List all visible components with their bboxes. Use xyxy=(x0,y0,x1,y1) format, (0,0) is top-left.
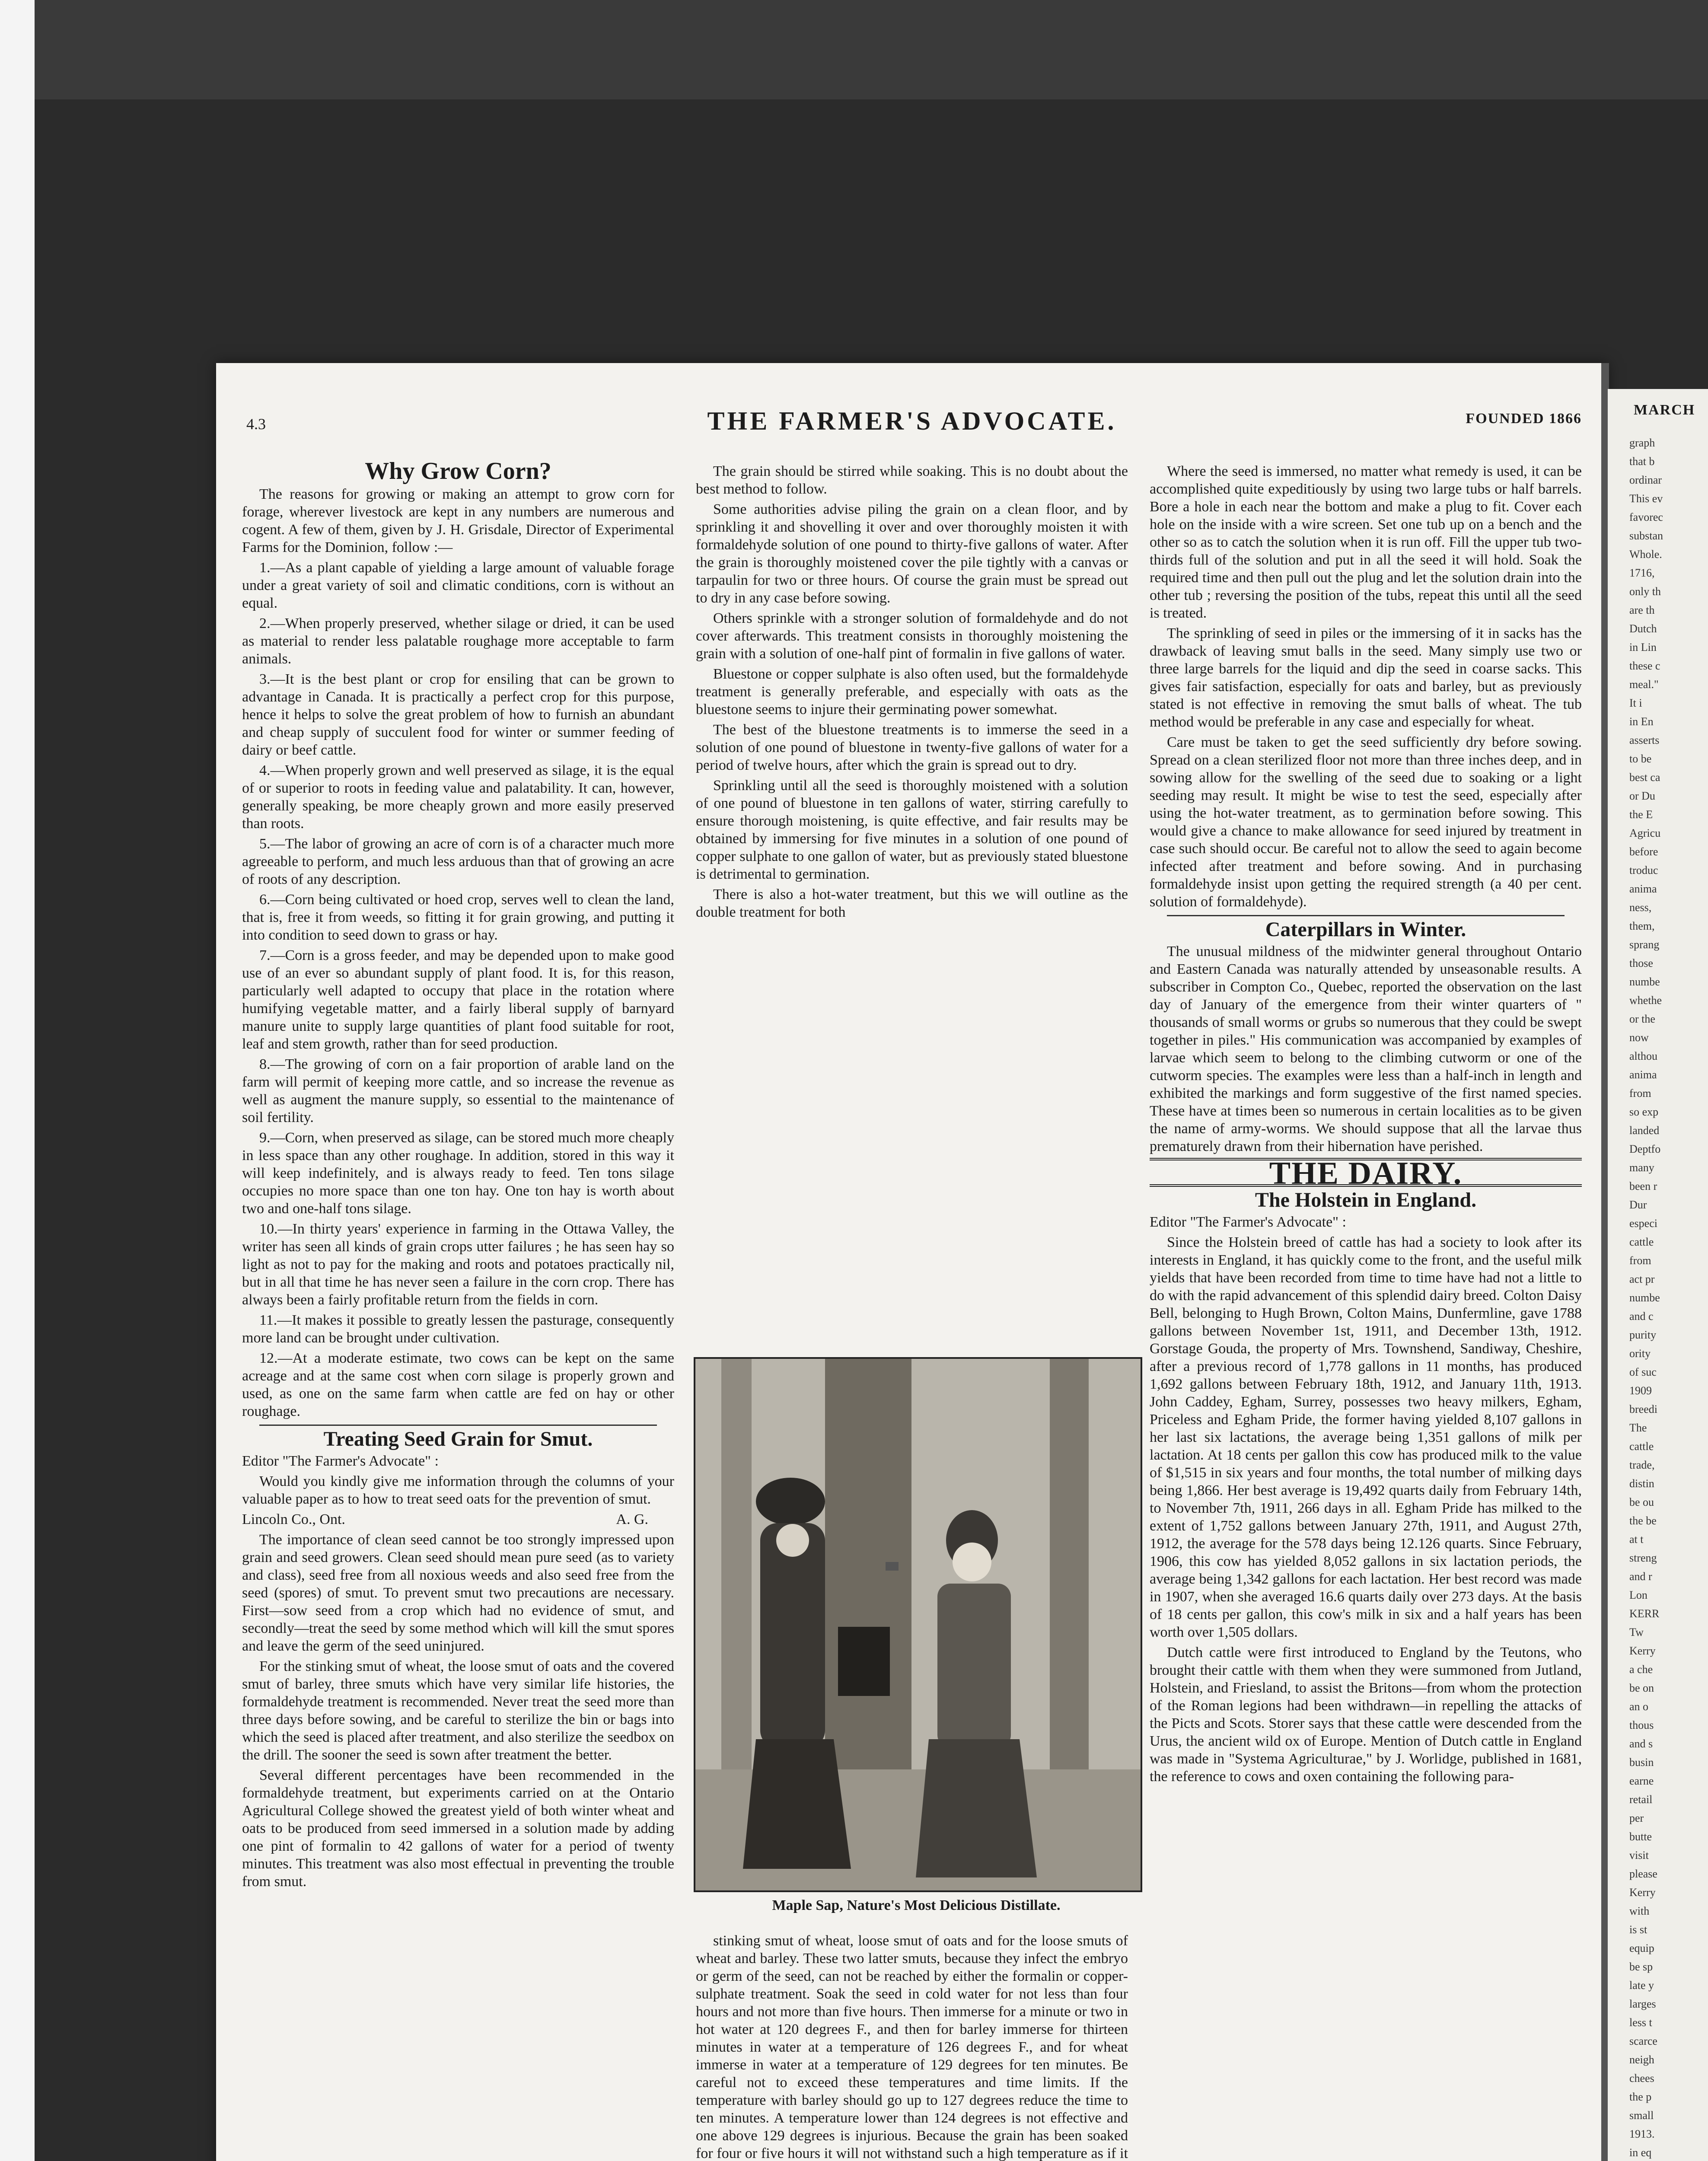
col2-paragraph: Sprinkling until all the seed is thoroughly moistened with a solution of one pound of bluestone in ten gallons of water, stirring carefully to ensure thorough moistening, is quite effective, and fair results may be obtained by immersing for five minutes in a solution of one pound of copper sulphate to one gallon of water, but as previously stated bluestone is detrimental to germination. xyxy=(696,778,1128,882)
adjacent-page-line: especi xyxy=(1629,1217,1657,1230)
adjacent-page-line: in Lin xyxy=(1629,641,1657,653)
adjacent-page-line: these c xyxy=(1629,660,1660,672)
adjacent-page-line: the p xyxy=(1629,2091,1652,2103)
adjacent-page-line: only th xyxy=(1629,585,1661,598)
adjacent-page-line: butte xyxy=(1629,1830,1652,1843)
adjacent-page-line: Kerry xyxy=(1629,1886,1656,1899)
adjacent-page-fragment xyxy=(1608,389,1708,2161)
adjacent-page-line: anima xyxy=(1629,1068,1657,1081)
scan-margin-left xyxy=(0,0,35,2161)
adjacent-page-line: at t xyxy=(1629,1533,1644,1546)
adjacent-page-header: MARCH xyxy=(1634,402,1695,418)
adjacent-page-line: those xyxy=(1629,957,1653,969)
adjacent-page-line: 1716, xyxy=(1629,567,1655,579)
headline-caterpillars: Caterpillars in Winter. xyxy=(1265,918,1466,941)
section-divider xyxy=(259,1425,657,1426)
newspaper-page xyxy=(216,363,1608,2161)
adjacent-page-line: sprang xyxy=(1629,938,1660,951)
smut-paragraph: The importance of clean seed cannot be too strongly impressed upon grain and seed growers. Clean seed should mean pure seed (as to variety and class), seed free from all noxious weeds and also seed free from the seed (spores) of smut. To prevent smut two precautions are necessary. First—sow seed from a crop which had no evidence of smut, and secondly—treat the seed by some method which will kill the smut spores and leave the germ of the seed uninjured. xyxy=(242,1532,674,1654)
scan-background-top xyxy=(0,0,1708,99)
corn-point: 7.—Corn is a gross feeder, and may be depended upon to make good use of an ever so abundant supply of plant food. It is, for this reason, particularly well adapted to occupy that place in the rotation where humifying vegetable matter, and a fairly liberal supply of barnyard manure unite to supply large quantities of plant food suitable for root, leaf and stem growth, rather than for seed production. xyxy=(242,947,674,1052)
column-1 xyxy=(242,458,674,1893)
adjacent-page-line: 1909 xyxy=(1629,1384,1652,1397)
adjacent-page-line: graph xyxy=(1629,437,1655,449)
adjacent-page-line: This ev xyxy=(1629,492,1663,505)
corn-point: 6.—Corn being cultivated or hoed crop, serves well to clean the land, that is, free it from weeds, so fitting it for grain growing, and putting it into condition to seed down to grass or hay. xyxy=(242,892,674,943)
col3-paragraph: Care must be taken to get the seed sufficiently dry before sowing. Spread on a clean sterilized floor not more than three inches deep, and in sowing allow for the swelling of the seed due to soaking or a light seeding may result. It might be wise to test the seed, especially after using the hot-water treatment, as to germination before sowing. This would give a chance to make allowance for seed injured by treatment in case such should occur. Be careful not to allow the seed to again become infected after treatment and before sowing. And in purchasing formaldehyde insist upon getting the required strength (a 40 per cent. solution of formaldehyde). xyxy=(1150,734,1582,910)
adjacent-page-line: a che xyxy=(1629,1663,1653,1676)
adjacent-page-line: chees xyxy=(1629,2072,1654,2085)
adjacent-page-line: favorec xyxy=(1629,511,1663,523)
adjacent-page-line: per xyxy=(1629,1812,1644,1824)
adjacent-page-line: to be xyxy=(1629,752,1652,765)
adjacent-page-line: be ou xyxy=(1629,1496,1654,1508)
adjacent-page-line: now xyxy=(1629,1031,1649,1044)
adjacent-page-line: troduc xyxy=(1629,864,1658,877)
col2-paragraph: The best of the bluestone treatments is to immerse the seed in a solution of one pound of bluestone in twenty-five gallons of water for a period of twelve hours, after which the grain is spread out to dry. xyxy=(696,722,1128,773)
adjacent-page-line: larges xyxy=(1629,1998,1656,2010)
adjacent-page-line: retail xyxy=(1629,1793,1653,1806)
adjacent-page-line: or the xyxy=(1629,1013,1655,1025)
adjacent-page-line: It i xyxy=(1629,697,1642,709)
adjacent-page-line: be on xyxy=(1629,1682,1654,1694)
adjacent-page-line: been r xyxy=(1629,1180,1657,1192)
headline-why-grow-corn: Why Grow Corn? xyxy=(365,458,551,484)
smut-signoff xyxy=(242,1511,674,1528)
adjacent-page-line: ority xyxy=(1629,1347,1651,1360)
page-number: 4.3 xyxy=(246,415,266,433)
corn-point: 11.—It makes it possible to greatly lessen the pasturage, consequently more land can be brought under cultivation. xyxy=(242,1312,674,1346)
adjacent-page-line: please xyxy=(1629,1868,1657,1880)
adjacent-page-line: act pr xyxy=(1629,1273,1655,1285)
adjacent-page-line: Whole. xyxy=(1629,548,1662,561)
adjacent-page-line: numbe xyxy=(1629,975,1660,988)
adjacent-page-line: the E xyxy=(1629,808,1653,821)
adjacent-page-line: small xyxy=(1629,2109,1654,2122)
adjacent-page-line: Dutch xyxy=(1629,622,1657,635)
adjacent-page-line: KERR xyxy=(1629,1607,1660,1620)
adjacent-page-line: and c xyxy=(1629,1310,1654,1323)
adjacent-page-line: and r xyxy=(1629,1570,1652,1583)
holstein-editor-line: Editor "The Farmer's Advocate" : xyxy=(1150,1214,1346,1230)
masthead-title: THE FARMER'S ADVOCATE. xyxy=(707,407,1117,435)
adjacent-page-line: from xyxy=(1629,1254,1651,1267)
adjacent-page-line: in eq xyxy=(1629,2146,1652,2159)
adjacent-page-line: Agricu xyxy=(1629,827,1661,839)
caterpillars-text: The unusual mildness of the midwinter general throughout Ontario and Eastern Canada was naturally attended by unseasonable results. A subscriber in Compton Co., Quebec, reported the observation on the last day of January of the emergence from their winter quarters of " thousands of small worms or grubs so numerous that they could be swept together in piles." His communication was accompanied by examples of larvae which seem to belong to the climbing cutworm or one of the cutworm species. The examples were less than a half-inch in length and exhibited the markings and form suggestive of the first named species. These have at times been so numerous in certain localities as to be given the name of army-worms. We should suppose that all the larvae thus prematurely drawn from their hibernation have perished. xyxy=(1150,943,1582,1154)
smut-paragraph: For the stinking smut of wheat, the loose smut of oats and the covered smut of barley, three smuts which have very similar life histories, the formaldehyde treatment is recommended. Never treat the seed more than three days before sowing, and be careful to sterilize the bin or bags into which the seed is placed after treatment, and also sterilize the seedbox on the drill. The sooner the seed is sown after treatment the better. xyxy=(242,1658,674,1763)
adjacent-page-line: best ca xyxy=(1629,771,1660,784)
corn-point: 3.—It is the best plant or crop for ensiling that can be grown to advantage in Canada. It is practically a perfect crop for this purpose, hence it helps to solve the great problem of how to furnish an abundant and cheap supply of succulent food for winter or summer feeding of dairy or beef cattle. xyxy=(242,671,674,758)
adjacent-page-line: asserts xyxy=(1629,734,1660,746)
adjacent-page-line: cattle xyxy=(1629,1236,1654,1248)
adjacent-page-line: or Du xyxy=(1629,790,1655,802)
adjacent-page-line: trade, xyxy=(1629,1459,1655,1471)
col2-paragraph: Some authorities advise piling the grain on a clean floor, and by sprinkling it and shovelling it over and over thoroughly moisten it with formaldehyde solution of one pound to thirty-five gallons of water. After the grain is thoroughly moistened cover the pile tightly with a canvas or tarpaulin for two or three hours. Of course the grain must be spread out to dry in any case before sowing. xyxy=(696,501,1128,606)
founded-line: FOUNDED 1866 xyxy=(1466,411,1582,427)
adjacent-page-line: cattle xyxy=(1629,1440,1654,1453)
adjacent-page-line: meal." xyxy=(1629,678,1659,691)
adjacent-page-line: Deptfo xyxy=(1629,1143,1661,1155)
smut-editor-line: Editor "The Farmer's Advocate" : xyxy=(242,1453,439,1469)
col3-paragraph: The sprinkling of seed in piles or the immersing of it in sacks has the drawback of leaving smut balls in the seed. Many simply use two or three large barrels for the liquid and dip the seed in coarse sacks. This gives fair satisfaction, especially for oats and barley, but as previously stated is not effective in removing the smut balls of wheat. The tub method would be preferable in any case and especially for wheat. xyxy=(1150,625,1582,730)
adjacent-page-line: Kerry xyxy=(1629,1645,1656,1657)
corn-intro: The reasons for growing or making an attempt to grow corn for forage, wherever livestock are kept in any numbers are numerous and cogent. A few of them, given by J. H. Grisdale, Director of Experimental Farms for the Dominion, follow :— xyxy=(242,486,674,555)
adjacent-page-line: of suc xyxy=(1629,1366,1657,1378)
adjacent-page-line: Tw xyxy=(1629,1626,1644,1638)
department-heading-dairy: THE DAIRY. xyxy=(1269,1156,1463,1191)
corn-point: 5.—The labor of growing an acre of corn is of a character much more agreeable to perform, and much less arduous than that of growing an acre of roots of any description. xyxy=(242,836,674,887)
headline-holstein: The Holstein in England. xyxy=(1255,1189,1477,1211)
holstein-paragraph: Since the Holstein breed of cattle has had a society to look after its interests in England, it has quickly come to the front, and the useful milk yields that have been recorded from time to time have had not a little to do with the rapid advancement of this splendid dairy breed. Colton Daisy Bell, belonging to Hugh Brown, Colton Mains, Dunfermline, gave 1788 gallons between November 1st, 1911, and December 13th, 1912. Gorstage Gouda, the property of Mrs. Townshend, Sandiway, Cheshire, after a previous record of 1,778 gallons in 11 months, has produced 1,692 gallons between February 18th, 1912, and January 11th, 1913. John Caddey, Egham, Surrey, possesses two heavy milkers, Egham, Priceless and Egham Pride, the former having yielded 8,107 gallons in her last six lactations, the average being 1,351 gallons of milk per lactation. At 18 cents per gallon this cow has produced milk to the value of $1,515 in six years and four months, the total number of milking days being 1,866. Her best average is 19,492 quarts daily from February 14th, to November 7th, 1911, 266 days in all. Egham Pride has milked to the extent of 1,752 gallons between January 27th, 1911, and August 27th, 1912, the average for the 578 days being 12.126 quarts. Since February, 1906, this cow has yielded 8,052 gallons in six lactation periods, the average being 1,342 gallons for each lactation. Her best record was made in 1907, when she averaged 16.6 quarts daily over 273 days. At the basis of 18 cents per gallon, this cow's milk in six and a half years has been worth over 1,505 dollars. xyxy=(1150,1234,1582,1640)
section-divider xyxy=(1167,915,1565,916)
photo-caption: Maple Sap, Nature's Most Delicious Distillate. xyxy=(772,1897,1061,1913)
adjacent-page-line: breedi xyxy=(1629,1403,1657,1415)
adjacent-page-line: landed xyxy=(1629,1124,1660,1137)
col2-paragraph: There is also a hot-water treatment, but this we will outline as the double treatment for both xyxy=(696,886,1128,920)
adjacent-page-line: the be xyxy=(1629,1514,1657,1527)
corn-point: 2.—When properly preserved, whether silage or dried, it can be used as material to render less palatable roughage more acceptable to farm animals. xyxy=(242,615,674,667)
adjacent-page-line: many xyxy=(1629,1161,1654,1174)
maple-sap-photo xyxy=(694,1357,1142,1892)
headline-treating-seed-grain: Treating Seed Grain for Smut. xyxy=(323,1428,593,1450)
adjacent-page-line: before xyxy=(1629,845,1658,858)
adjacent-page-line: visit xyxy=(1629,1849,1649,1861)
adjacent-page-line: streng xyxy=(1629,1552,1657,1564)
adjacent-page-line: 1913. xyxy=(1629,2128,1655,2140)
adjacent-page-line: neigh xyxy=(1629,2053,1654,2066)
adjacent-page-line: and s xyxy=(1629,1737,1653,1750)
adjacent-page-line: an o xyxy=(1629,1700,1649,1713)
adjacent-page-line: anima xyxy=(1629,883,1657,895)
adjacent-page-line: purity xyxy=(1629,1329,1657,1341)
column-2-lower xyxy=(696,1932,1128,2161)
corn-point: 12.—At a moderate estimate, two cows can be kept on the same acreage and at the same cost when corn silage is properly grown and used, as one on the same farm when cattle are fed on hay or other roughage. xyxy=(242,1350,674,1419)
adjacent-page-line: them, xyxy=(1629,920,1655,932)
adjacent-page-line: are th xyxy=(1629,604,1655,616)
adjacent-page-line: Lon xyxy=(1629,1589,1647,1601)
adjacent-page-line: equip xyxy=(1629,1942,1654,1954)
adjacent-page-line: is st xyxy=(1629,1923,1647,1936)
corn-point: 10.—In thirty years' experience in farming in the Ottawa Valley, the writer has seen all kinds of grain crops utter failures ; he has seen hay so light as not to pay for the making and roots and potatoes practically nil, but in all that time he has never seen a failure in the corn crop. There has always been a fairly profitable return from the fields in corn. xyxy=(242,1221,674,1308)
column-3 xyxy=(1150,462,1582,1788)
adjacent-page-line: substan xyxy=(1629,529,1663,542)
column-2 xyxy=(696,462,1128,924)
adjacent-page-line: ordinar xyxy=(1629,474,1662,486)
adjacent-page-line: with xyxy=(1629,1905,1650,1917)
adjacent-page-line: numbe xyxy=(1629,1291,1660,1304)
adjacent-page-line: so exp xyxy=(1629,1106,1659,1118)
maple-sap-illustration xyxy=(695,1359,1141,1890)
adjacent-page-line: from xyxy=(1629,1087,1651,1100)
page-header xyxy=(216,406,1608,437)
col2-paragraph: Others sprinkle with a stronger solution of formaldehyde and do not cover afterwards. This treatment consists in thoroughly moistening the grain with a solution of one-half pint of formalin in five gallons of water. xyxy=(696,610,1128,662)
smut-paragraph: Several different percentages have been recommended in the formaldehyde treatment, but experiments carried on at the Ontario Agricultural College showed the greatest yield of both winter wheat and oats to be produced from seed immersed in a solution made by adding one pint of formalin to 42 gallons of water for a period of twenty minutes. This treatment was also most effectual in preventing the trouble from smut. xyxy=(242,1767,674,1890)
adjacent-page-line: whethe xyxy=(1629,994,1662,1007)
adjacent-page-line: in En xyxy=(1629,715,1654,728)
adjacent-page-line: ness, xyxy=(1629,901,1652,914)
adjacent-page-line: less t xyxy=(1629,2016,1652,2029)
adjacent-page-line: busin xyxy=(1629,1756,1654,1769)
corn-point: 4.—When properly grown and well preserved as silage, it is the equal of or superior to roots in feeding value and palatability. It can, however, generally speaking, be more cheaply grown and more easily preserved than roots. xyxy=(242,762,674,832)
adjacent-page-line: The xyxy=(1629,1422,1647,1434)
col2-paragraph: Bluestone or copper sulphate is also often used, but the formaldehyde treatment is generally preferable, and especially with oats as the bluestone seems to injure their germinating power somewhat. xyxy=(696,666,1128,717)
adjacent-page-line: earne xyxy=(1629,1775,1654,1787)
col3-paragraph: Where the seed is immersed, no matter what remedy is used, it can be accomplished quite expeditiously by using two large tubs or half barrels. Bore a hole in each near the bottom and make a plug to fit. Cover each hole on the inside with a wire screen. Set one tub up on a bench and the other so as to catch the solution when it is run off. Fill the upper tub two-thirds full of the solution and put in all the seed it will hold. Soak the required time and then pull out the plug and let the solution drain into the other tub ; reversing the position of the tubs, repeat this until all the seed is treated. xyxy=(1150,463,1582,621)
adjacent-page-line: late y xyxy=(1629,1979,1654,1992)
col2-paragraph: The grain should be stirred while soaking. This is no doubt about the best method to follow. xyxy=(696,463,1128,497)
adjacent-page-line: that b xyxy=(1629,455,1655,468)
smut-letter: Would you kindly give me information through the columns of your valuable paper as to how to treat seed oats for the prevention of smut. xyxy=(242,1473,674,1507)
adjacent-page-line: distin xyxy=(1629,1477,1654,1490)
adjacent-page-line: althou xyxy=(1629,1050,1657,1062)
corn-point: 8.—The growing of corn on a fair proportion of arable land on the farm will permit of keeping more cattle, and so increase the revenue as well as augment the manure supply, so essential to the maintenance of soil fertility. xyxy=(242,1056,674,1125)
adjacent-page-line: be sp xyxy=(1629,1960,1653,1973)
col2-lower-paragraph: stinking smut of wheat, loose smut of oats and for the loose smuts of wheat and barley. These two latter smuts, because they infect the embryo or germ of the seed, can not be reached by either the formalin or copper-sulphate treatment. Soak the seed in cold water for not less than four hours and not more than five hours. Then immerse for a minute or two in hot water at 120 degrees F., and then for barley immerse for thirteen minutes in water at a temperature of 126 degrees F., and for wheat immerse in water at a temperature of 129 degrees for ten minutes. Be careful not to exceed these temperatures and time limits. If the temperature with barley should go up to 127 degrees reduce the time to ten minutes. A temperature lower than 124 degrees is not effective and one above 129 degrees is injurious. Because the grain has been soaked for four or five hours it will not withstand such a high temperature as if it xyxy=(696,1933,1128,2161)
corn-point: 1.—As a plant capable of yielding a large amount of valuable forage under a great variety of soil and climatic conditions, corn is without an equal. xyxy=(242,560,674,611)
corn-point: 9.—Corn, when preserved as silage, can be stored much more cheaply in less space than any other roughage. In addition, stored in this way it will keep indefinitely, and is always ready to feed. Ten tons silage occupies no more space than one ton hay. One ton hay is worth about two and one-half tons silage. xyxy=(242,1130,674,1217)
smut-signoff-place: Lincoln Co., Ont. xyxy=(242,1511,345,1527)
adjacent-page-line: scarce xyxy=(1629,2035,1657,2047)
adjacent-page-line: Dur xyxy=(1629,1198,1647,1211)
smut-signoff-initials: A. G. xyxy=(616,1511,648,1527)
adjacent-page-line: thous xyxy=(1629,1719,1654,1731)
holstein-paragraph: Dutch cattle were first introduced to England by the Teutons, who brought their cattle with them when they were summoned from Jutland, Holstein, and Friesland, to assist the Britons—from whom the protection of the Roman legions had been withdrawn—in repelling the attacks of the Picts and Scots. Storer says that these cattle were descended from the Urus, the ancient wild ox of Europe. Mention of Dutch cattle in England was made in "Systema Agriculturae," by J. Worlidge, published in 1681, the reference to cows and oxen containing the following para- xyxy=(1150,1645,1582,1785)
